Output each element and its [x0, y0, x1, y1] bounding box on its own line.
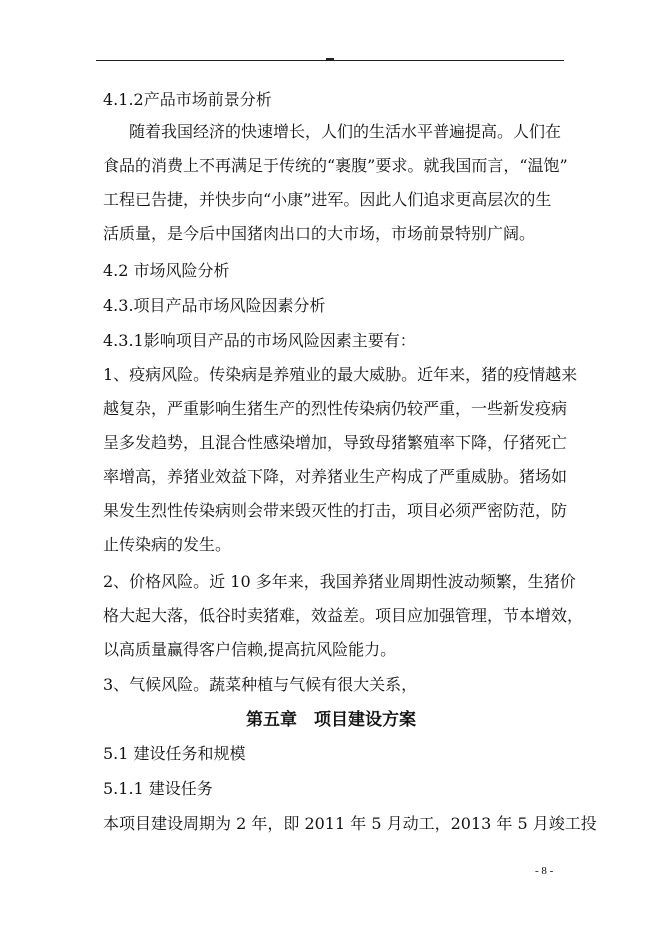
risk-item-line: 3、气候风险。蔬菜种植与气候有很大关系，	[103, 675, 418, 694]
section-heading-5-1-1: 5.1.1 建设任务	[103, 779, 213, 798]
body-line: 本项目建设周期为 2 年，即 2011 年 5 月动工，2013 年 5 月竣工投	[103, 814, 597, 833]
section-heading-4-3-1: 4.3.1影响项目产品的市场风险因素主要有：	[103, 331, 416, 350]
section-heading-4-3: 4.3.项目产品市场风险因素分析	[103, 296, 326, 315]
section-heading-5-1: 5.1 建设任务和规模	[103, 744, 246, 763]
chapter-title: 第五章 项目建设方案	[246, 710, 416, 730]
risk-item-line: 2、价格风险。近 10 多年来，我国养猪业周期性波动频繁，生猪价	[103, 572, 576, 591]
risk-item-line: 止传染病的发生。	[103, 535, 232, 554]
paragraph-line: 工程已告捷，并快步向“小康”进军。因此人们追求更高层次的生	[103, 190, 552, 209]
risk-item-line: 率增高，养猪业效益下降，对养猪业生产构成了严重威胁。猪场如	[103, 467, 568, 486]
risk-item-line: 1、疫病风险。传染病是养殖业的最大威胁。近年来，猪的疫情越来	[103, 365, 578, 384]
paragraph-line: 食品的消费上不再满足于传统的“裹腹”要求。就我国而言，“温饱”	[103, 156, 568, 175]
paragraph-line: 活质量，是今后中国猪肉出口的大市场，市场前景特别广阔。	[103, 224, 536, 243]
section-heading-4-1-2: 4.1.2产品市场前景分析	[103, 90, 272, 109]
section-heading-4-2: 4.2 市场风险分析	[103, 261, 230, 280]
page-number: - 8 -	[535, 865, 554, 877]
risk-item-line: 越复杂，严重影响生猪生产的烈性传染病仍较严重，一些新发疫病	[103, 399, 568, 418]
header-mark	[326, 58, 334, 61]
risk-item-line: 果发生烈性传染病则会带来毁灭性的打击，项目必须严密防范，防	[103, 501, 568, 520]
paragraph-line: 随着我国经济的快速增长，人们的生活水平普遍提高。人们在	[129, 122, 562, 141]
risk-item-line: 以高质量赢得客户信赖,提高抗风险能力。	[103, 640, 397, 659]
risk-item-line: 呈多发趋势，且混合性感染增加，导致母猪繁殖率下降，仔猪死亡	[103, 433, 568, 452]
risk-item-line: 格大起大落，低谷时卖猪难，效益差。项目应加强管理，节本增效，	[103, 606, 584, 625]
